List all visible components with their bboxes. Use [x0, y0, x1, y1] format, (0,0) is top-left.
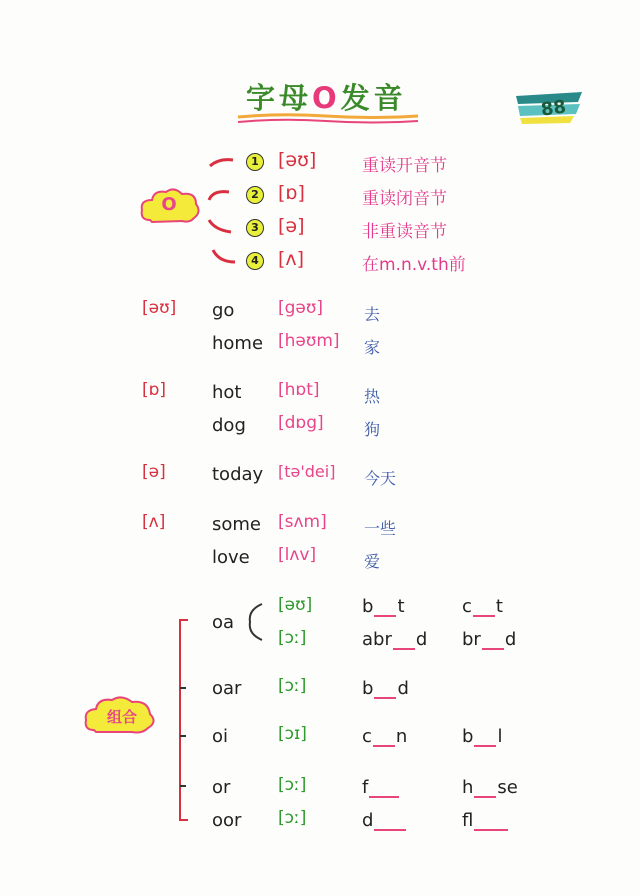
example-sound-3: [ə] — [142, 462, 166, 482]
example-sound-2: [ɒ] — [142, 380, 167, 400]
fill-in-word: b l — [462, 726, 503, 747]
example-ipa: [tə'dei] — [278, 462, 336, 481]
example-ipa: [lʌv] — [278, 545, 317, 565]
overview-number-2: 2 — [246, 186, 264, 204]
combos-bracket — [174, 614, 190, 826]
overview-connectors — [205, 152, 245, 272]
page-number: 88 — [539, 96, 568, 121]
overview-number-4: 4 — [246, 252, 264, 270]
example-word: some — [212, 514, 261, 535]
example-translation: 去 — [364, 305, 381, 324]
combo-ipa: [əʊ] — [278, 595, 313, 615]
fill-in-word: f — [362, 777, 400, 798]
example-ipa: [həʊm] — [278, 331, 340, 351]
combo-letters: oi — [212, 726, 229, 747]
overview-desc-4: 在m.n.v.th前 — [362, 255, 466, 275]
example-translation: 家 — [364, 338, 381, 357]
combo-letters: oor — [212, 810, 242, 831]
example-ipa: [sʌm] — [278, 512, 327, 532]
example-translation: 热 — [364, 387, 381, 406]
fill-in-word: c n — [362, 726, 408, 747]
overview-desc-3: 非重读音节 — [362, 222, 447, 242]
example-translation: 狗 — [364, 420, 381, 439]
fill-in-word: h se — [462, 777, 518, 798]
cloud-label-o: O — [161, 194, 177, 215]
example-word: home — [212, 333, 264, 354]
fill-in-word: d — [362, 810, 407, 831]
example-word: hot — [212, 382, 242, 403]
example-word: love — [212, 547, 250, 568]
title-prefix: 字母 — [246, 81, 313, 115]
overview-number-1: 1 — [246, 153, 264, 171]
example-sound-4: [ʌ] — [142, 512, 166, 532]
combo-ipa: [ɔː] — [278, 775, 307, 795]
combo-letters: oa — [212, 612, 235, 633]
overview-ipa-2: [ɒ] — [278, 182, 305, 204]
example-sound-1: [əʊ] — [142, 298, 177, 318]
overview-desc-2: 重读闭音节 — [362, 189, 447, 209]
combo-ipa: [ɔɪ] — [278, 724, 307, 744]
combo-letters: oar — [212, 678, 242, 699]
overview-ipa-3: [ə] — [278, 215, 305, 237]
fill-in-word: abr d — [362, 629, 428, 650]
overview-desc-1: 重读开音节 — [362, 156, 447, 176]
combo-ipa: [ɔː] — [278, 628, 307, 648]
example-ipa: [hɒt] — [278, 380, 320, 400]
example-ipa: [dɒg] — [278, 413, 324, 433]
combo-ipa: [ɔː] — [278, 676, 307, 696]
combo-letters: or — [212, 777, 231, 798]
example-translation: 今天 — [364, 469, 397, 488]
overview-ipa-1: [əʊ] — [278, 149, 317, 171]
example-translation: 爱 — [364, 552, 381, 571]
overview-number-3: 3 — [246, 219, 264, 237]
example-ipa: [gəʊ] — [278, 298, 324, 318]
title-suffix: 发音 — [340, 81, 407, 115]
cloud-label-combos: 组合 — [106, 708, 137, 726]
fill-in-word: b t — [362, 596, 405, 617]
fill-in-word: c t — [462, 596, 503, 617]
example-word: go — [212, 300, 235, 321]
example-translation: 一些 — [364, 519, 397, 538]
page-title — [246, 76, 407, 117]
example-word: dog — [212, 415, 246, 436]
overview-ipa-4: [ʌ] — [278, 248, 305, 270]
fill-in-word: fl — [462, 810, 509, 831]
example-word: today — [212, 464, 264, 485]
title-underline — [236, 112, 421, 126]
fill-in-word: b d — [362, 678, 409, 699]
fill-in-word: br d — [462, 629, 517, 650]
title-letter: O — [312, 81, 341, 115]
combo-ipa: [ɔː] — [278, 808, 307, 828]
combo-split-connector — [244, 600, 268, 644]
